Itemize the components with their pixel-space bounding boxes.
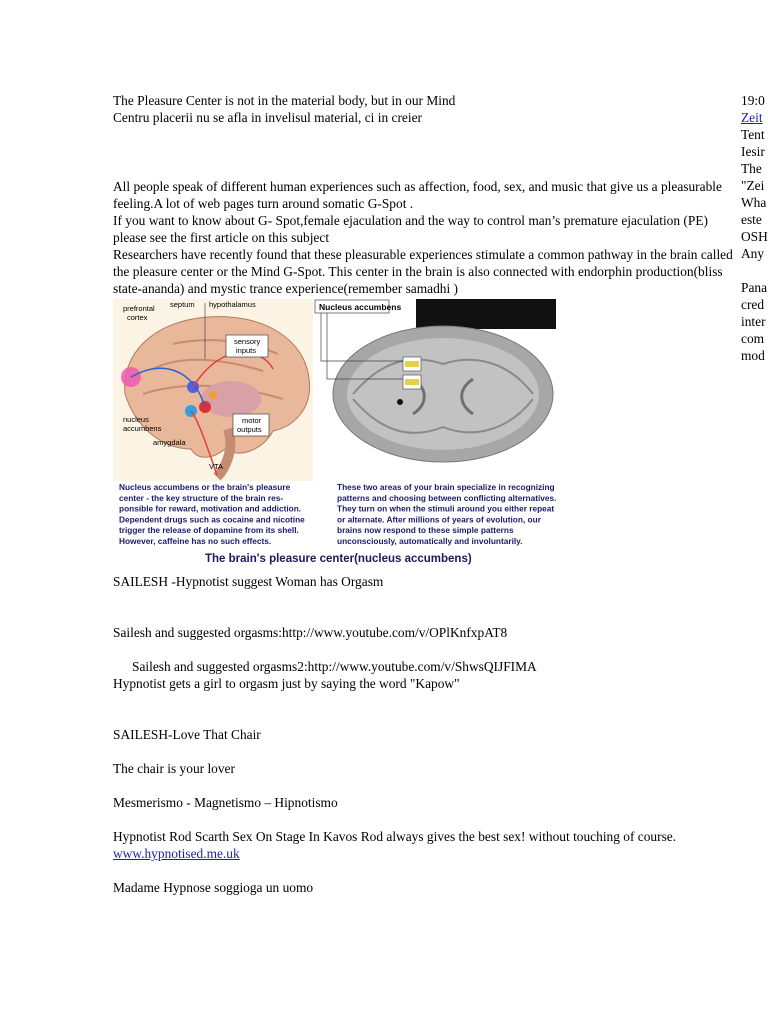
right-line-5: The xyxy=(741,161,762,176)
right-line-7: Wha xyxy=(741,195,767,210)
hypnotised-link[interactable]: www.hypnotised.me.uk xyxy=(113,846,240,861)
label-nucleus-accumbens-box: Nucleus accumbens xyxy=(319,302,402,312)
caption-left-line-3: ponsible for reward, motivation and addiction. xyxy=(119,503,302,514)
label-cortex: cortex xyxy=(127,313,148,322)
chair-lover: The chair is your lover xyxy=(113,761,235,776)
heading-romanian: Centru placerii nu se afla in invelisul material, ci in creier xyxy=(113,110,422,125)
sailesh-video-link-1: Sailesh and suggested orgasms:http://www.youtube.com/v/OPlKnfxpAT8 xyxy=(113,625,508,640)
label-sensory: sensory xyxy=(234,337,261,346)
right-line-12: cred xyxy=(741,297,765,312)
paragraph-experiences: All people speak of different human experiences such as affection, food, sex, and music that give us a pleasurable feeling.A lot of web pages turn around somatic G-Spot . xyxy=(113,179,722,211)
right-line-13: inter xyxy=(741,314,766,329)
right-line-8: este xyxy=(741,212,762,227)
label-motor: motor xyxy=(242,416,262,425)
label-hypothalamus: hypothalamus xyxy=(209,300,256,309)
sailesh-video-link-2: Sailesh and suggested orgasms2:http://www.youtube.com/v/ShwsQIJFIMA xyxy=(132,659,537,674)
label-vta: VTA xyxy=(209,462,224,471)
right-line-time: 19:0 xyxy=(741,93,765,108)
caption-left xyxy=(119,482,305,546)
mesmerismo: Mesmerismo - Magnetismo – Hipnotismo xyxy=(113,795,338,810)
main-column xyxy=(113,92,741,896)
right-line-14: com xyxy=(741,331,765,346)
love-that-chair: SAILESH-Love That Chair xyxy=(113,727,261,742)
nucleus-highlight-top xyxy=(405,361,419,367)
right-line-11: Pana xyxy=(741,280,768,295)
heading-english: The Pleasure Center is not in the material body, but in our Mind xyxy=(113,93,456,108)
sailesh-heading: SAILESH -Hypnotist suggest Woman has Orgasm xyxy=(113,574,384,589)
caption-right-line-2: patterns and choosing between conflicting alternatives. xyxy=(337,492,557,503)
rod-scarth-text: Hypnotist Rod Scarth Sex On Stage In Kavos Rod always gives the best sex! without touching of course. xyxy=(113,829,677,844)
caption-right-line-3: They turn on when the stimuli around you either repeat xyxy=(337,503,555,514)
caption-left-line-1: Nucleus accumbens or the brain's pleasure xyxy=(119,482,291,492)
rod-scarth-paragraph xyxy=(113,828,741,862)
label-inputs: inputs xyxy=(236,346,257,355)
nucleus-highlight-bottom xyxy=(405,379,419,385)
caption-right-line-1: These two areas of your brain specialize in recognizing xyxy=(337,482,555,492)
label-amygdala: amygdala xyxy=(153,438,186,447)
right-line-3: Tent xyxy=(741,127,765,142)
right-line-6: "Zei xyxy=(741,178,765,193)
label-accumbens: accumbens xyxy=(123,424,162,433)
right-line-10: Any xyxy=(741,246,765,261)
caption-right-line-5: brains now respond to these simple patterns xyxy=(337,525,514,536)
right-column-clipped xyxy=(741,92,768,364)
caption-left-line-6: However, caffeine has no such effects. xyxy=(119,536,272,546)
paragraph-researchers: Researchers have recently found that these pleasurable experiences stimulate a common pathway in the brain called the pleasure center or the Mind G-Spot. This center in the brain is also connected with endorphin production(bliss state-ananda) and mystic trance experience(remember samadhi ) xyxy=(113,247,733,296)
hypnotist-kapow: Hypnotist gets a girl to orgasm just by saying the word "Kapow" xyxy=(113,676,460,691)
caption-right xyxy=(337,482,556,546)
right-line-4: Iesir xyxy=(741,144,765,159)
label-septum: septum xyxy=(170,300,195,309)
madame-hypnose: Madame Hypnose soggioga un uomo xyxy=(113,880,314,895)
right-link-zeit[interactable]: Zeit xyxy=(741,110,763,125)
label-outputs: outputs xyxy=(237,425,262,434)
caption-left-line-2: center - the key structure of the brain res- xyxy=(119,492,284,503)
right-line-9: OSH xyxy=(741,229,768,244)
label-nucleus: nucleus xyxy=(123,415,149,424)
caption-left-line-4: Dependent drugs such as cocaine and nicotine xyxy=(119,514,305,525)
brain-pleasure-center-figure xyxy=(113,299,737,567)
figure-title: The brain's pleasure center(nucleus accumbens) xyxy=(205,553,472,565)
paragraph-g-spot: If you want to know about G- Spot,female ejaculation and the way to control man’s premature ejaculation (PE) please see the first article on this subject xyxy=(113,213,708,245)
caption-right-line-6: unconsciously, automatically and involuntarily. xyxy=(337,536,523,546)
right-line-15: mod xyxy=(741,348,765,363)
caption-right-line-4: or alternate. After millions of years of evolution, our xyxy=(337,514,541,525)
label-prefrontal: prefrontal xyxy=(123,304,155,313)
caption-left-line-5: trigger the release of dopamine from its shell. xyxy=(119,525,299,536)
